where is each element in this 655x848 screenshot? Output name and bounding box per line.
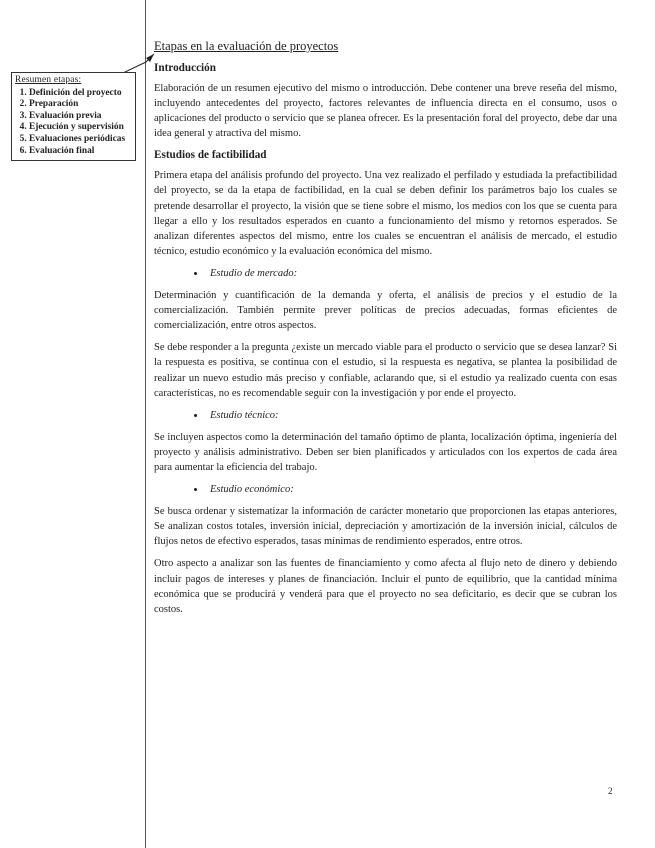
summary-item: 2. Preparación — [29, 99, 132, 111]
document-body — [154, 38, 617, 624]
paragraph: Elaboración de un resumen ejecutivo del mismo o introducción. Debe contener una breve reseña del mismo, incluyendo antecedentes del proyecto, factores relevantes de influencia directa en el consumo, usos o aplicaciones del producto o servicio que se planea ofrecer. Es la presentación foral del proyecto, debe dar una idea general y atractiva del mismo. — [154, 83, 617, 140]
document-title: Etapas en la evaluación de proyectos — [154, 39, 339, 53]
summary-item: 6. Evaluación final — [29, 146, 132, 158]
bullet-estudio-mercado: • Estudio de mercado: — [206, 266, 617, 281]
section-heading-factibilidad: Estudios de factibilidad — [154, 149, 267, 162]
summary-list — [15, 88, 132, 158]
paragraph: Se incluyen aspectos como la determinación del tamaño óptimo de planta, localización óptima, ingeniería del proyecto y análisis administrativo. Deben ser bien planificados y articulados con los expertos de cada área para aumentar la eficiencia del trabajo. — [154, 431, 617, 473]
paragraph: Determinación y cuantificación de la demanda y oferta, el análisis de precios y el estudio de la comercialización. También permite prever políticas de precios adecuadas, formas eficientes de comercialización, entre otros aspectos. — [154, 290, 617, 332]
paragraph: Otro aspecto a analizar son las fuentes de financiamiento y como afecta al flujo neto de dinero y debiendo incluir pagos de intereses y planes de financiación. Incluir el punto de equilibrio, que la cantidad mínima económica que se producirá y venderá para que el proyecto no sea deficitario, es decir que se cubran los costos. — [154, 558, 617, 615]
paragraph: Se busca ordenar y sistematizar la información de carácter monetario que proporcionen las etapas anteriores, Se analizan costos totales, inversión inicial, depreciación y amortización de la inversión inicial, cálculos de flujos netos de efectivo esperados, tasas mínimas de rendimiento esperados, entre otros. — [154, 506, 617, 548]
page-number: 2 — [608, 786, 613, 796]
bullet-estudio-economico: • Estudio económico: — [206, 482, 617, 497]
summary-callout — [11, 72, 136, 161]
summary-item: 3. Evaluación previa — [29, 111, 132, 123]
summary-item: 1. Definición del proyecto — [29, 88, 132, 100]
paragraph: Se debe responder a la pregunta ¿existe un mercado viable para el producto o servicio que se desea lanzar? Si la respuesta es positiva, se continua con el estudio, si la respuesta es negativa, se plantea la posibilidad de realizar un nuevo estudio más preciso y confiable, aclarando que, si el estudio ya realizado cuenta con esas características, no es recomendable seguir con la investigación y por ende el proyecto. — [154, 342, 617, 399]
section-heading-introduccion: Introducción — [154, 62, 216, 74]
bullet-estudio-tecnico: • Estudio técnico: — [206, 408, 617, 423]
bullet-list — [154, 266, 617, 281]
summary-item: 5. Evaluaciones periódicas — [29, 134, 132, 146]
bullet-list — [154, 482, 617, 497]
bullet-list — [154, 408, 617, 423]
summary-item: 4. Ejecución y supervisión — [29, 122, 132, 134]
paragraph: Primera etapa del análisis profundo del proyecto. Una vez realizado el perfilado y estudiada la prefactibilidad del proyecto, se da la etapa de factibilidad, en la cual se deben definir los parámetros bajo los cuales se pretende desarrollar el proyecto, la visión que se tiene sobre el mismo, los medios con los que se cuenta para llegar a ello y los resultados esperados en cuanto a funcionamiento del mismo y retornos esperados. Se analizan diferentes aspectos del mismo, entre los cuales se encuentran el análisis de mercado, el estudio técnico, estudio económico y la evaluación económica del mismo. — [154, 170, 617, 257]
summary-title: Resumen etapas: — [15, 75, 82, 85]
